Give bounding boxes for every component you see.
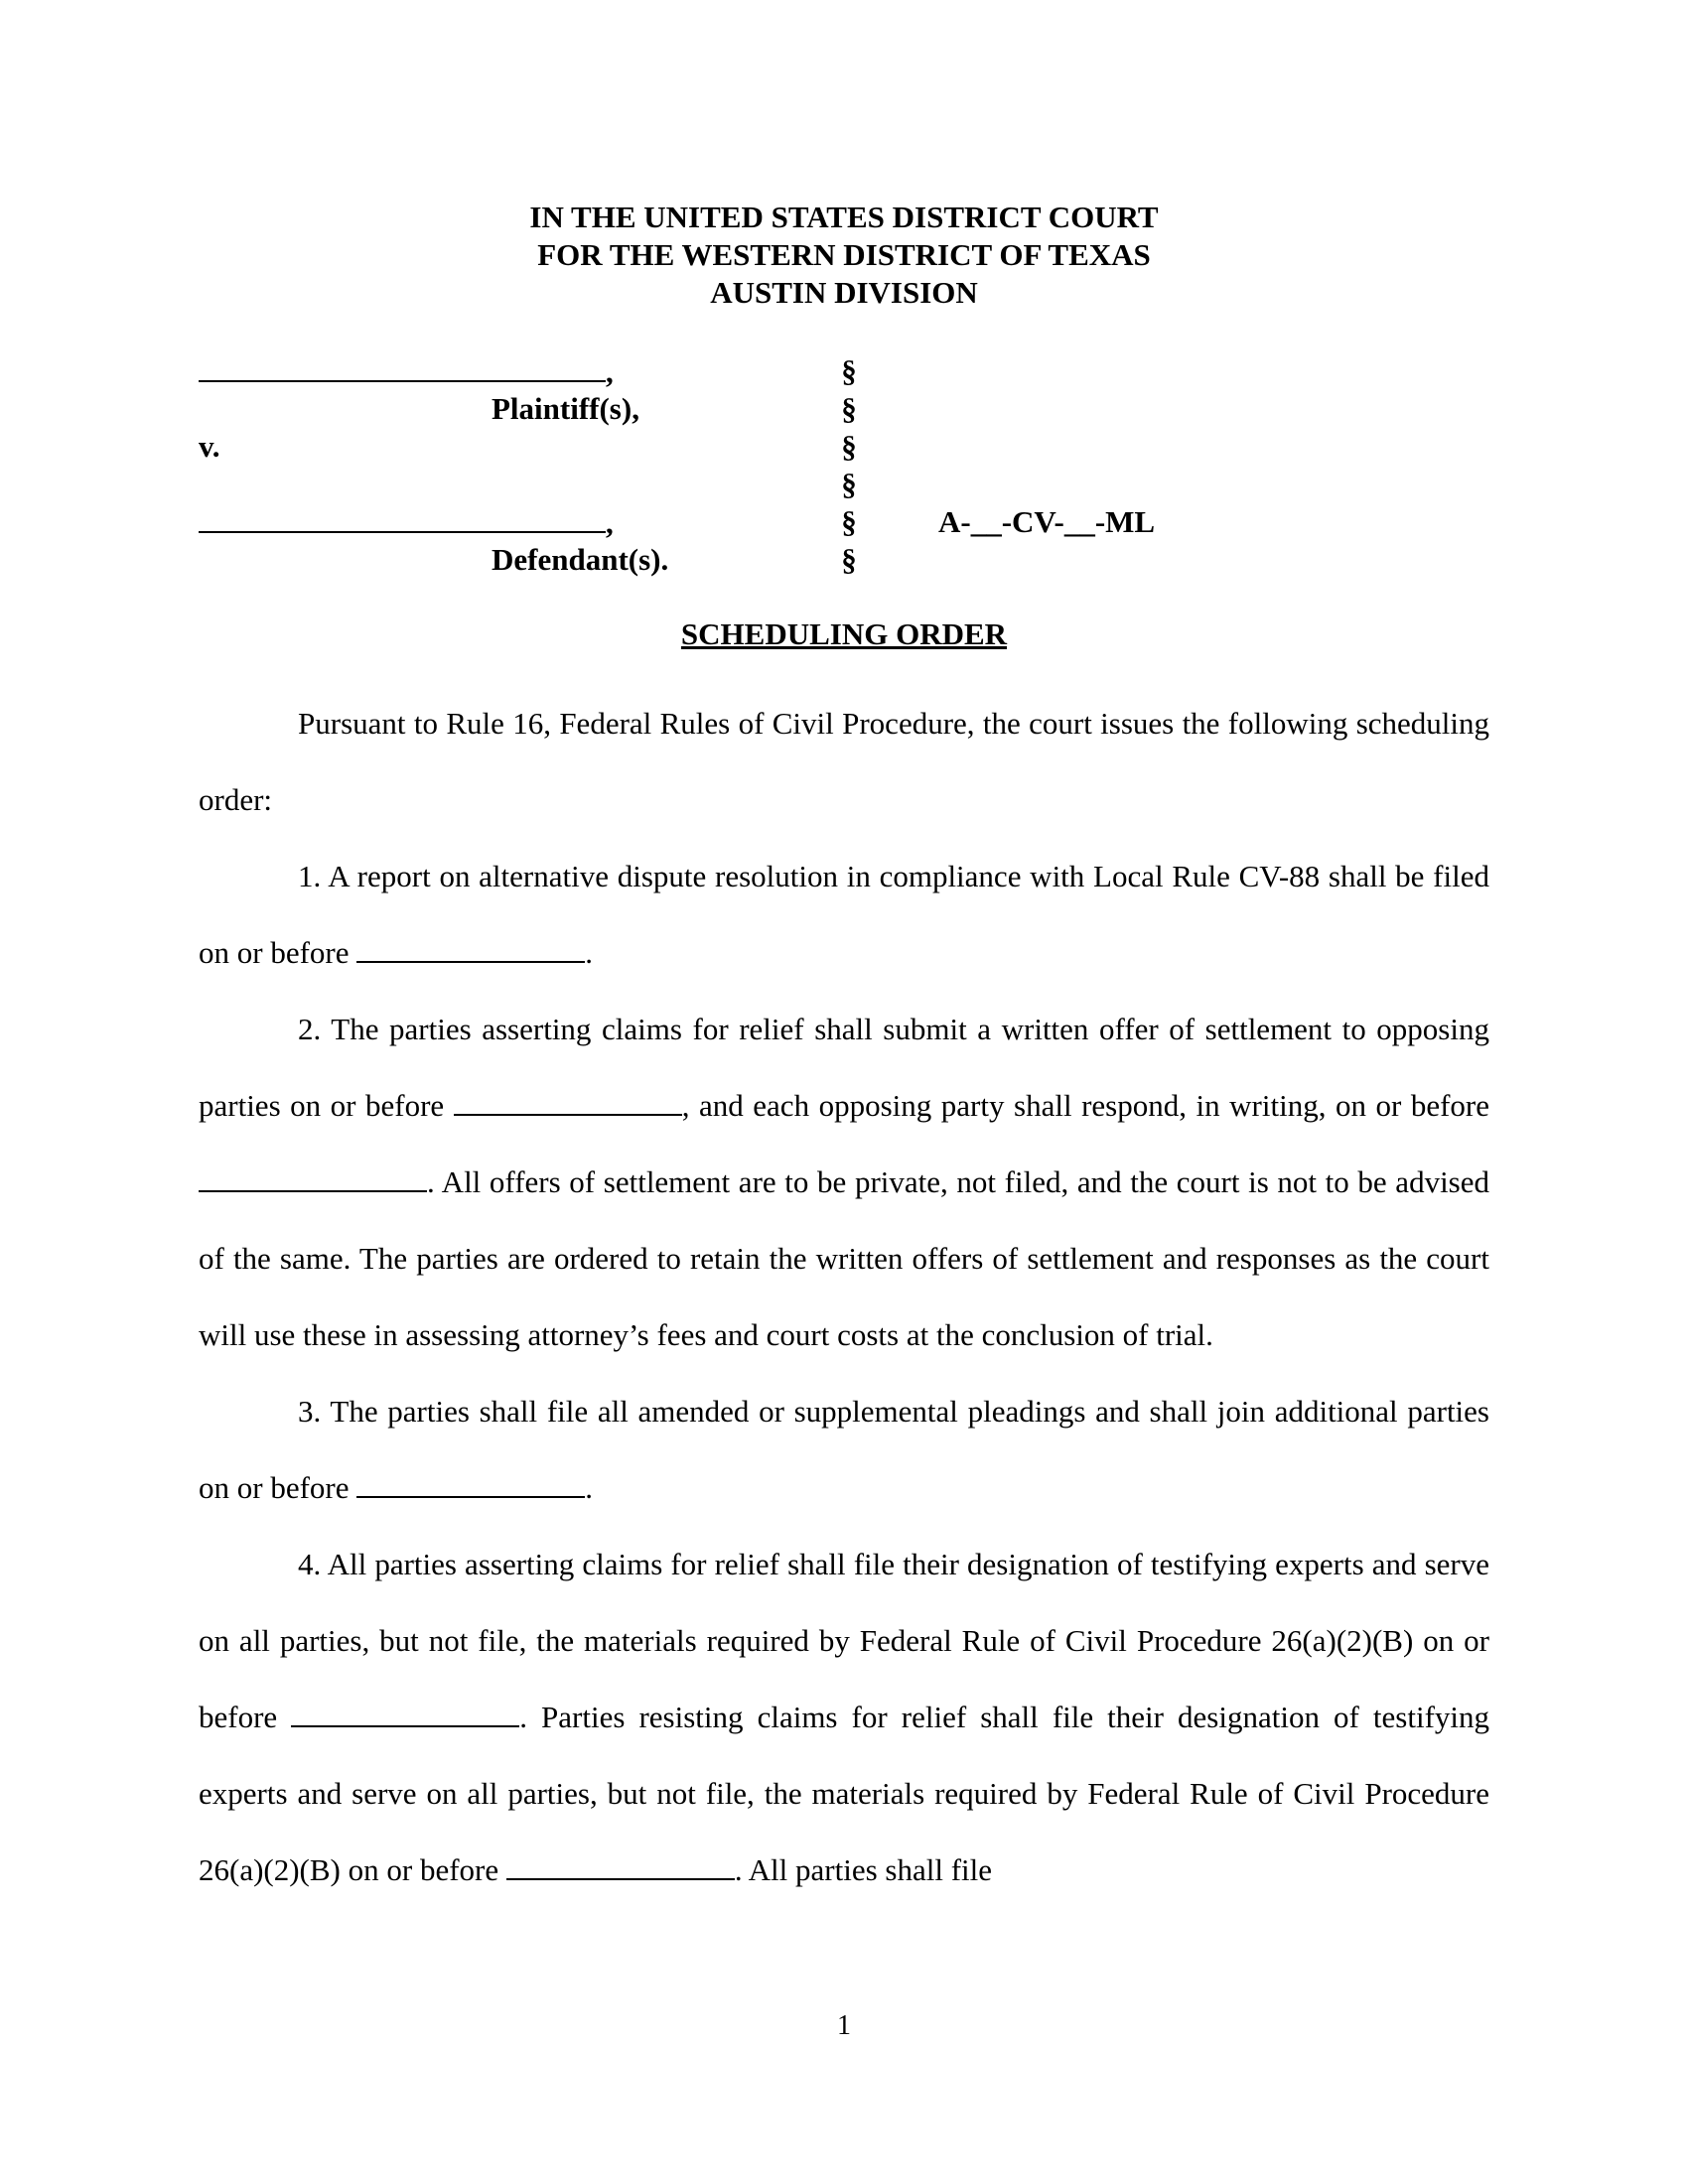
paragraph-2-text-c: . All offers of settlement are to be private, not filed, and the court is not to be advised of the same. The parties are ordered to retain the written offers of settlement and responses as the court will use these in assessing attorney’s fees and court costs at the conclusion of trial. bbox=[199, 1164, 1489, 1352]
plaintiff-label: Plaintiff(s), bbox=[492, 391, 639, 426]
paragraph-4-text-a: 4. All parties asserting claims for relief shall file their designation of testifying experts and serve on all parties, but not file, the materials required by Federal Rule of Civil Procedure 26(a)(2)(B) on or before bbox=[199, 1547, 1489, 1734]
document-title: SCHEDULING ORDER bbox=[680, 616, 1008, 651]
court-heading bbox=[0, 199, 1688, 312]
paragraph-3-text-a: 3. The parties shall file all amended or supplemental pleadings and shall join additional parties on or before bbox=[199, 1394, 1489, 1505]
case-number: A-__-CV-__-ML bbox=[938, 504, 1156, 539]
court-line-2: FOR THE WESTERN DISTRICT OF TEXAS bbox=[537, 237, 1151, 272]
section-symbol: § bbox=[841, 542, 857, 577]
case-caption bbox=[199, 352, 1589, 591]
date-blank bbox=[356, 1476, 585, 1498]
section-symbol: § bbox=[841, 467, 857, 501]
defendant-name-line bbox=[199, 503, 614, 541]
intro-paragraph: Pursuant to Rule 16, Federal Rules of Civil Procedure, the court issues the following scheduling order: bbox=[199, 706, 1489, 817]
date-blank bbox=[454, 1094, 682, 1116]
paragraph-2-text-b: , and each opposing party shall respond, in writing, on or before bbox=[681, 1088, 1490, 1123]
paragraph-4 bbox=[199, 1526, 1489, 1908]
paragraph-1-text-a: 1. A report on alternative dispute resolution in compliance with Local Rule CV-88 shall be filed on or before bbox=[199, 859, 1489, 970]
date-blank bbox=[199, 1170, 427, 1192]
defendant-blank bbox=[199, 503, 606, 533]
paragraph-2 bbox=[199, 991, 1489, 1373]
versus-label: v. bbox=[199, 429, 220, 464]
plaintiff-name-line bbox=[199, 352, 614, 390]
section-symbol: § bbox=[841, 504, 857, 539]
date-blank bbox=[356, 941, 585, 963]
plaintiff-comma: , bbox=[606, 354, 614, 389]
section-symbol: § bbox=[841, 429, 857, 464]
court-line-3: AUSTIN DIVISION bbox=[710, 275, 978, 310]
date-blank bbox=[291, 1706, 519, 1727]
section-symbol: § bbox=[841, 353, 857, 388]
defendant-label: Defendant(s). bbox=[492, 542, 669, 577]
paragraph-1 bbox=[199, 838, 1489, 991]
paragraph-2-text-a: 2. The parties asserting claims for relief shall submit a written offer of settlement to opposing parties on or before bbox=[199, 1012, 1489, 1123]
section-symbol: § bbox=[841, 391, 857, 426]
paragraph-3 bbox=[199, 1373, 1489, 1526]
paragraph-1-text-b: . bbox=[585, 935, 593, 970]
paragraph-4-text-c: . All parties shall file bbox=[734, 1852, 993, 1887]
date-blank bbox=[506, 1858, 735, 1880]
page-number: 1 bbox=[837, 2010, 851, 2041]
paragraph-4-text-b: . Parties resisting claims for relief shall file their designation of testifying experts and serve on all parties, but not file, the materials required by Federal Rule of Civil Procedure 26(a)(2)(B) on or before bbox=[199, 1700, 1490, 1887]
defendant-comma: , bbox=[606, 505, 614, 540]
plaintiff-blank bbox=[199, 352, 606, 382]
paragraph-3-text-b: . bbox=[585, 1470, 593, 1505]
section-symbol-column bbox=[829, 352, 869, 579]
order-body bbox=[199, 685, 1489, 1908]
court-line-1: IN THE UNITED STATES DISTRICT COURT bbox=[529, 200, 1159, 234]
